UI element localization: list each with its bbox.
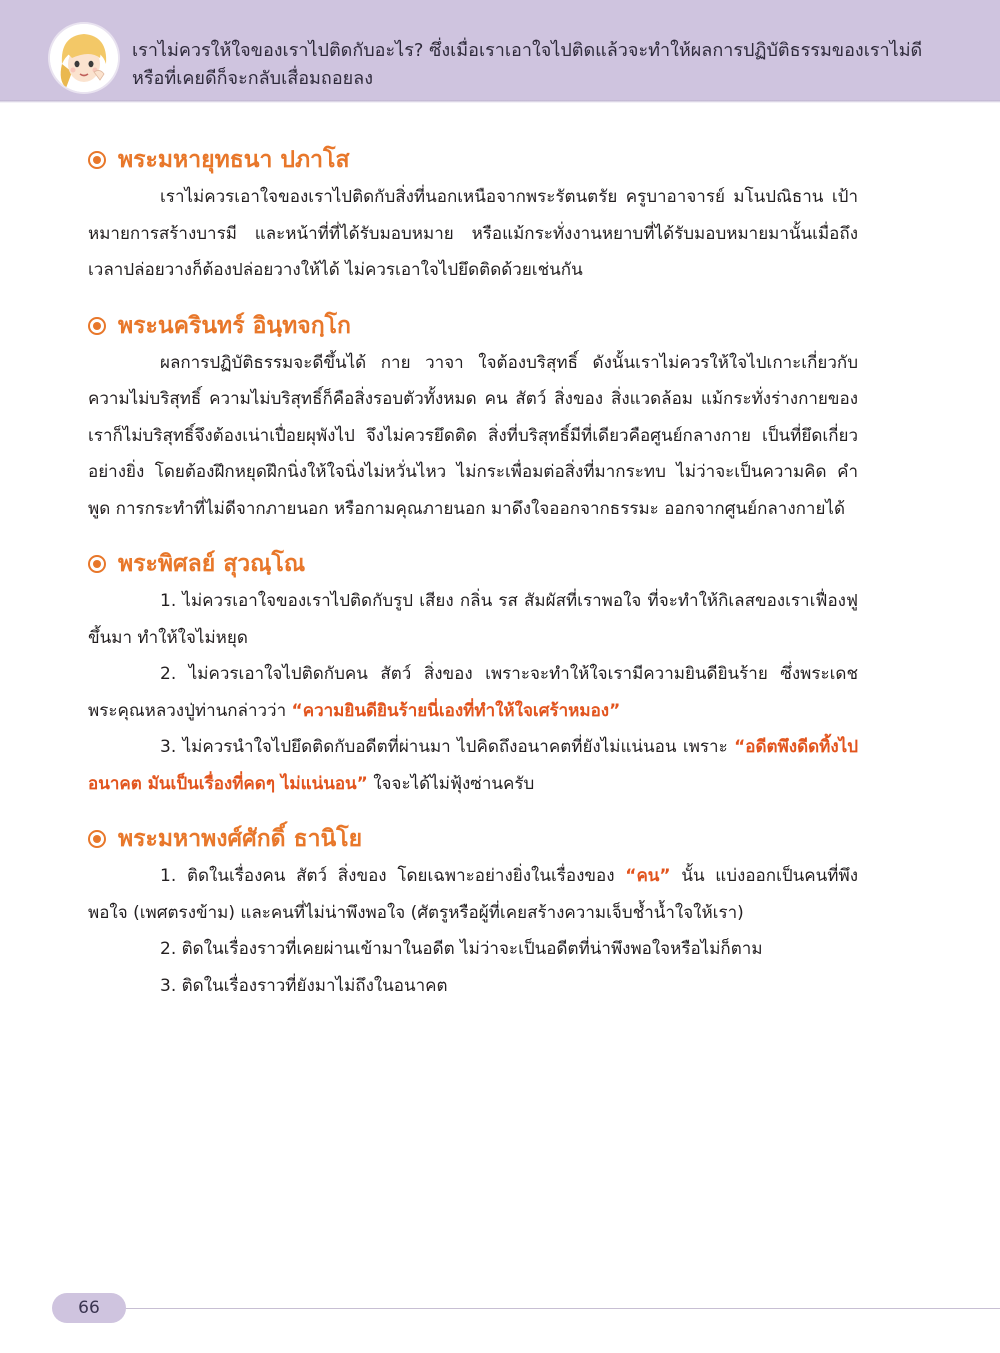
section-3 [88,549,858,802]
numbered-paragraph: 2. ติดในเรื่องราวที่เคยผ่านเข้ามาในอดีต ไม่ว่าจะเป็นอดีตที่น่าพึงพอใจหรือไม่ก็ตาม [160,939,763,959]
section-heading [88,145,858,175]
paragraph: ผลการปฏิบัติธรรมจะดีขึ้นได้ กาย วาจา ใจต้องบริสุทธิ์ ดังนั้นเราไม่ควรให้ใจไปเกาะเกี่ยวกับความไม่บริสุทธิ์ ความไม่บริสุทธิ์ก็คือสิ่งรอบตัวทั้งหมด คน สัตว์ สิ่งของ สิ่งแวดล้อม แม้กระทั่งร่างกายของเราก็ไม่บริสุทธิ์จึงต้องเน่าเปื่อยผุพังไป จึงไม่ควรยึดติด สิ่งที่บริสุทธิ์มีที่เดียวคือศูนย์กลางกาย เป็นที่ยึดเกี่ยวอย่างยิ่ง โดยต้องฝึกหยุดฝึกนิ่งให้ใจนิ่งไม่หวั่นไหว ไม่กระเพื่อมต่อสิ่งที่มากระทบ ไม่ว่าจะเป็นความคิด คำพูด การกระทำที่ไม่ดีจากภายนอก หรือกามคุณภายนอก มาดึงใจออกจากธรรมะ ออกจากศูนย์กลางกายได้ [88,352,858,519]
header-divider [0,100,1000,103]
section-heading-text: พระนครินทร์ อินฺทจกฺโก [118,312,351,339]
section-heading-text: พระมหาพงศ์ศักดิ์ ธานิโย [118,826,363,852]
section-heading-text: พระพิศลย์ สุวณฺโณ [118,551,306,577]
highlighted-quote: “อดีตพึงดีดทิ้งไป อนาคต มันเป็นเรื่องที่คดๆ ไม่แน่นอน” [88,737,858,794]
paragraph-text: 2. ไม่ควรเอาใจไปติดกับคน สัตว์ สิ่งของ เพราะจะทำให้ใจเรามีความยินดียินร้าย ซึ่งพระเดชพระคุณหลวงปู่ท่านกล่าวว่า [88,664,858,721]
numbered-paragraph [88,729,858,802]
highlighted-quote: “คน” [625,866,671,886]
section-heading-text: พระมหายุทธนา ปภาโส [118,147,350,173]
section-heading [88,824,858,854]
header-line-1: เราไม่ควรให้ใจของเราไปติดกับอะไร? ซึ่งเมื่อเราเอาใจไปติดแล้วจะทำให้ผลการปฏิบัติธรรมของเราไม่ดี [132,40,923,61]
numbered-paragraph: 1. ไม่ควรเอาใจของเราไปติดกับรูป เสียง กลิ่น รส สัมผัสที่เราพอใจ ที่จะทำให้กิเลสของเราเฟื่องฟูขึ้นมา ทำให้ใจไม่หยุด [88,591,858,648]
bullet-circle-icon [88,555,106,573]
numbered-paragraph [88,656,858,729]
footer-divider [120,1308,1000,1309]
bullet-circle-icon [88,151,106,169]
highlighted-quote: “ความยินดียินร้ายนี่เองที่ทำให้ใจเศร้าหมอง” [291,700,621,721]
main-content [88,145,858,1026]
section-4 [88,824,858,1004]
numbered-paragraph: 3. ติดในเรื่องราวที่ยังมาไม่ถึงในอนาคต [160,975,448,996]
cartoon-girl-icon [50,24,118,92]
bullet-circle-icon [88,317,106,335]
paragraph-text: 3. ไม่ควรนำใจไปยึดติดกับอดีตที่ผ่านมา ไปคิดถึงอนาคตที่ยังไม่แน่นอน เพราะ [160,737,735,757]
page-number: 66 [52,1293,126,1323]
bullet-circle-icon [88,830,106,848]
numbered-paragraph [88,858,858,931]
header-line-2: หรือที่เคยดีก็จะกลับเสื่อมถอยลง [132,68,373,89]
paragraph: เราไม่ควรเอาใจของเราไปติดกับสิ่งที่นอกเหนือจากพระรัตนตรัย ครูบาอาจารย์ มโนปณิธาน เป้าหมายการสร้างบารมี และหน้าที่ที่ได้รับมอบหมาย หรือแม้กระทั่งงานหยาบที่ได้รับมอบหมายมานั้นเมื่อถึงเวลาปล่อยวางก็ต้องปล่อยวางให้ได้ ไม่ควรเอาใจไปยึดติดด้วยเช่นกัน [88,187,858,280]
section-heading [88,311,858,341]
header-question [132,37,982,93]
paragraph-text: 1. ติดในเรื่องคน สัตว์ สิ่งของ โดยเฉพาะอย่างยิ่งในเรื่องของ [160,866,626,886]
section-1 [88,145,858,289]
section-heading [88,549,858,579]
paragraph-text-end: ใจจะได้ไม่ฟุ้งซ่านครับ [367,773,535,794]
section-2 [88,311,858,528]
paragraph-text-end: นั้น แบ่งออกเป็นคนที่พึงพอใจ (เพศตรงข้าม) และคนที่ไม่น่าพึงพอใจ (ศัตรูหรือผู้ที่เคยสร้างความเจ็บช้ำน้ำใจให้เรา) [88,866,858,923]
